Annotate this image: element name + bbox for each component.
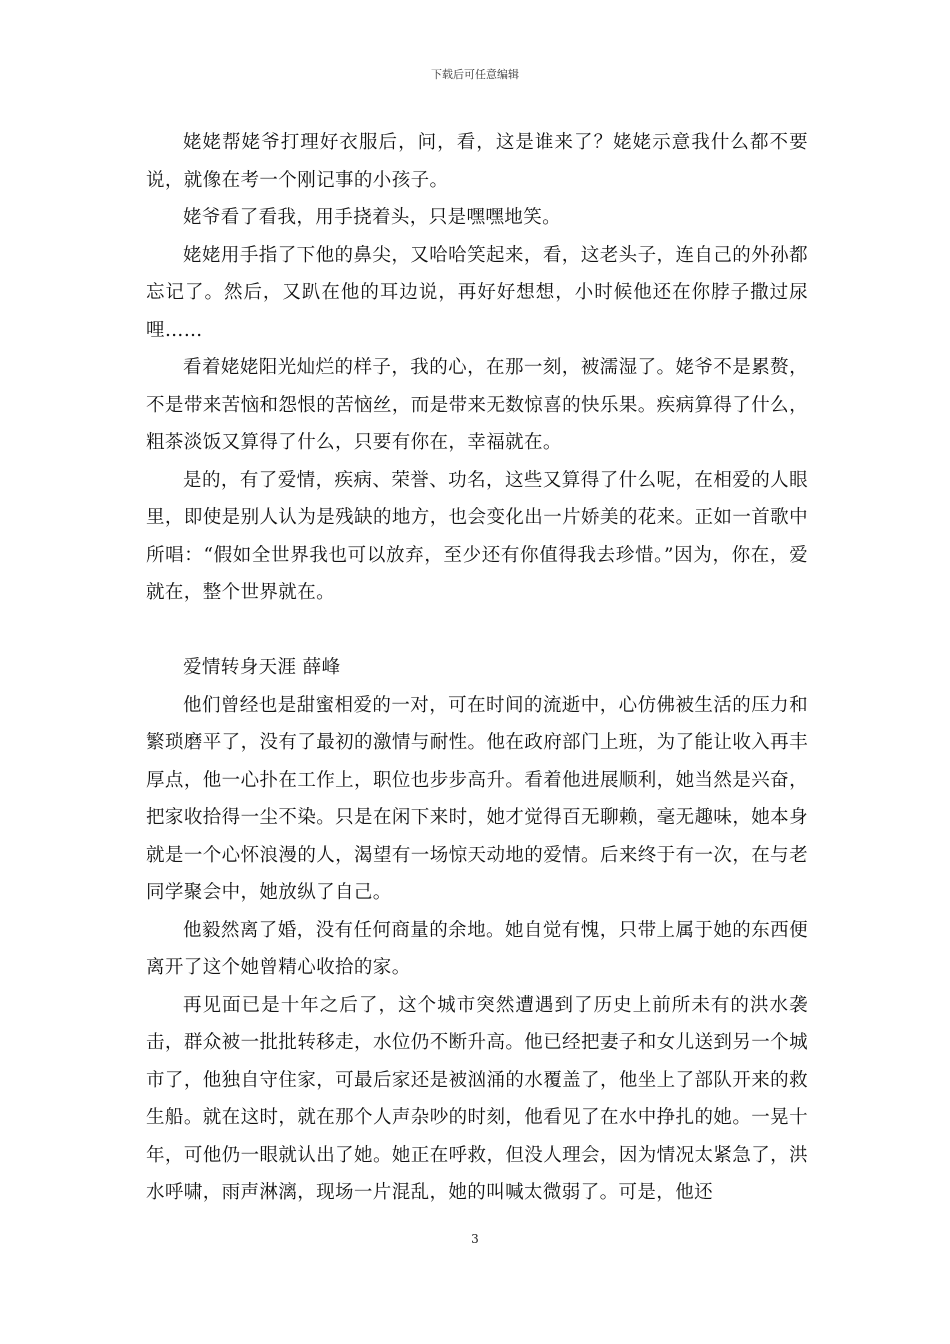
paragraph: 看着姥姥阳光灿烂的样子，我的心，在那一刻，被濡湿了。姥爷不是累赘，不是带来苦恼和怨恨的苦恼丝，而是带来无数惊喜的快乐果。疾病算得了什么，粗茶淡饭又算得了什么，只要有你在，幸福就在。	[146, 357, 808, 453]
paragraph: 姥爷看了看我，用手挠着头，只是嘿嘿地笑。	[183, 207, 562, 228]
paragraph: 是的，有了爱情，疾病、荣誉、功名，这些又算得了什么呢，在相爱的人眼里，即使是别人认为是残缺的地方，也会变化出一片娇美的花来。正如一首歌中所唱：“假如全世界我也可以放弃，至少还有你值得我去珍惜。”因为，你在，爱就在，整个世界就在。	[146, 469, 808, 603]
paragraph: 姥姥用手指了下他的鼻尖，又哈哈笑起来，看，这老头子，连自己的外孙都忘记了。然后，又趴在他的耳边说，再好好想想，小时候他还在你脖子撒过尿哩……	[146, 244, 808, 341]
page-number: 3	[471, 1232, 479, 1246]
article-title: 爱情转身天涯 薛峰	[183, 657, 341, 678]
paragraph: 他们曾经也是甜蜜相爱的一对，可在时间的流逝中，心仿佛被生活的压力和繁琐磨平了，没有了最初的激情与耐性。他在政府部门上班，为了能让收入再丰厚点，他一心扑在工作上，职位也步步高升。看着他进展顺利，她当然是兴奋，把家收拾得一尘不染。只是在闲下来时，她才觉得百无聊赖，毫无趣味，她本身就是一个心怀浪漫的人，渴望有一场惊天动地的爱情。后来终于有一次，在与老同学聚会中，她放纵了自己。	[146, 694, 808, 903]
paragraph: 再见面已是十年之后了，这个城市突然遭遇到了历史上前所未有的洪水袭击，群众被一批批转移走，水位仍不断升高。他已经把妻子和女儿送到另一个城市了，他独自守住家，可最后家还是被汹涌的水覆盖了，他坐上了部队开来的救生船。就在这时，就在那个人声杂吵的时刻，他看见了在水中挣扎的她。一晃十年，可他仍一眼就认出了她。她正在呼救，但没人理会，因为情况太紧急了，洪水呼啸，雨声淋漓，现场一片混乱，她的叫喊太微弱了。可是，他还	[146, 994, 808, 1203]
page-header: 下载后可任意编辑	[431, 68, 519, 81]
document-body	[146, 124, 808, 1212]
paragraph: 他毅然离了婚，没有任何商量的余地。她自觉有愧，只带上属于她的东西便离开了这个她曾精心收拾的家。	[146, 919, 808, 978]
paragraph: 姥姥帮姥爷打理好衣服后，问，看，这是谁来了？姥姥示意我什么都不要说，就像在考一个刚记事的小孩子。	[146, 132, 808, 191]
